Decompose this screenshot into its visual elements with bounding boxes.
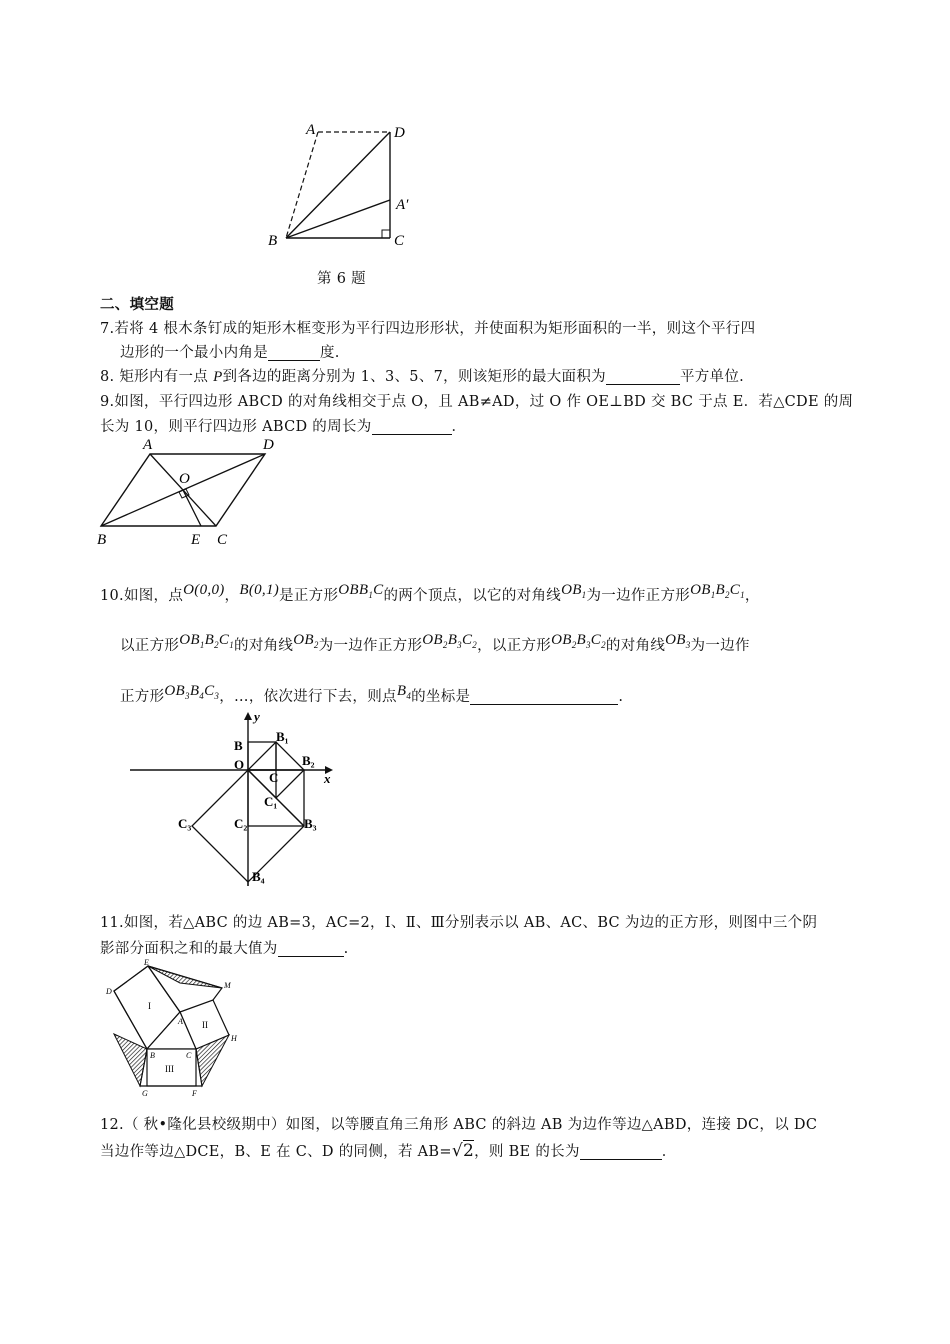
q12-sqrt-value: 2 xyxy=(462,1141,475,1161)
fig6-label-d: D xyxy=(394,125,405,141)
q12-line2-text: 当边作等边△DCE，B、E 在 C、D 的同侧，若 AB= xyxy=(100,1144,452,1160)
q10-text-12: 为一边作 xyxy=(690,638,750,654)
fig11-label-c: C xyxy=(186,1051,192,1060)
q11-line2 xyxy=(100,939,349,959)
q10-square-2 xyxy=(690,582,745,598)
q10-square-4-s2: 4 xyxy=(199,691,205,701)
q9-line2-text: 长为 10，则平行四边形 ABCD 的周长为 xyxy=(100,419,372,435)
q10-square-3-c: C xyxy=(461,632,473,648)
q10-diagonal-3-name: OB xyxy=(665,632,686,648)
q10-text-14: ，…，依次进行下去，则点 xyxy=(219,689,397,705)
q10-square-2-c: C xyxy=(729,582,741,598)
q10-text-5: 为一边作正方形 xyxy=(586,588,691,604)
q12-end: ． xyxy=(661,1144,677,1160)
q10-square-3-ref xyxy=(551,632,606,648)
q7-line1: 7.若将 4 根木条钉成的矩形木框变形为平行四边形形状，并使面积为矩形面积的一半，则这个平行四 xyxy=(100,321,756,337)
q10-square-2-s3: 1 xyxy=(740,590,745,600)
q8-answer-blank[interactable] xyxy=(606,368,680,385)
section-title: 二、填空题 xyxy=(100,297,174,313)
fig10-label-c3: C₃ xyxy=(178,816,192,831)
q10-text-6: ， xyxy=(744,588,760,604)
fig10-label-c2: C₂ xyxy=(234,816,248,831)
q7-line2-text: 边形的一个最小内角是 xyxy=(120,345,268,361)
q8-text-3: 平方单位. xyxy=(679,369,745,385)
fig6-label-a-prime: A′ xyxy=(396,197,409,213)
fig9-label-b: B xyxy=(97,532,107,548)
q10-diagonal-2-name: OB xyxy=(293,632,314,648)
q10-square-4-b: B xyxy=(189,683,200,699)
q10-text-3: 是正方形 xyxy=(279,588,339,604)
fig10-label-b4: B₄ xyxy=(252,869,265,884)
fig10-label-o: O xyxy=(234,757,245,772)
figure-10-squares xyxy=(130,708,350,888)
q10-square-4-c: C xyxy=(204,683,215,699)
q10-point-b4 xyxy=(397,683,411,699)
q10-square-2-s1: 1 xyxy=(710,590,716,600)
q10-text-9: 为一边作正方形 xyxy=(318,638,423,654)
q10-square-3-s1: 2 xyxy=(442,640,448,650)
fig11-label-b: B xyxy=(150,1051,155,1060)
q10-text-11: 的对角线 xyxy=(605,638,666,654)
fig6-label-b: B xyxy=(268,233,278,249)
q10-diagonal-1-sub: 1 xyxy=(581,590,587,600)
fig10-label-c1: C₁ xyxy=(264,794,278,809)
figure-11-squares xyxy=(100,958,250,1098)
q10-square-3-s2: 3 xyxy=(457,640,462,650)
fig10-label-b1: B₁ xyxy=(276,729,289,744)
q10-end: . xyxy=(618,689,624,705)
q10-diagonal-3 xyxy=(665,632,690,648)
q10-comma: ， xyxy=(224,588,240,604)
q10-line1 xyxy=(100,580,760,606)
q10-text-7: 以正方形 xyxy=(120,638,180,654)
q10-square-4-s1: 3 xyxy=(185,691,190,701)
q10-square-2-ref xyxy=(179,632,234,648)
q10-text-1: 10.如图，点 xyxy=(100,588,184,604)
q10-text-13: 正方形 xyxy=(120,689,165,705)
fig11-label-f: F xyxy=(192,1089,197,1098)
q10-square-3-ref-c: C xyxy=(590,632,602,648)
fig11-label-iii: III xyxy=(165,1064,174,1074)
q10-square-3-ref-s2: 3 xyxy=(585,640,591,650)
q10-square-2-ref-s2: 2 xyxy=(214,640,219,650)
fig6-caption: 第 6 题 xyxy=(317,271,366,287)
q10-line2 xyxy=(120,630,750,656)
q10-diagonal-2-sub: 2 xyxy=(313,640,319,650)
q7-answer-blank[interactable] xyxy=(268,344,320,361)
q10-square-4-s3: 3 xyxy=(214,691,220,701)
q10-square-4-a: OB xyxy=(164,683,186,699)
figure-6 xyxy=(260,118,420,253)
q10-square-2-ref-s3: 1 xyxy=(229,640,235,650)
fig9-label-a: A xyxy=(143,437,153,453)
q10-square-2-ref-s1: 1 xyxy=(199,640,205,650)
fig9-label-d: D xyxy=(263,437,274,453)
fig10-label-b3: B₃ xyxy=(304,816,317,831)
q8-line xyxy=(100,367,744,387)
q10-diagonal-3-sub: 3 xyxy=(685,640,691,650)
fig10-label-b: B xyxy=(234,738,243,753)
q10-line3 xyxy=(120,681,623,707)
q7-line2 xyxy=(120,343,340,363)
fig11-label-ii: II xyxy=(202,1020,208,1030)
q10-square-3-ref-b: B xyxy=(576,632,586,648)
q11-answer-blank[interactable] xyxy=(278,940,344,957)
q7-unit: 度. xyxy=(320,345,340,361)
q12-sqrt: √2 xyxy=(451,1141,475,1161)
q12-answer-blank[interactable] xyxy=(580,1143,662,1160)
fig6-label-a: A xyxy=(306,122,316,138)
q10-text-10: ，以正方形 xyxy=(477,638,552,654)
fig6-label-c: C xyxy=(394,233,405,249)
q10-square-1 xyxy=(338,582,383,598)
fig9-label-o: O xyxy=(179,471,190,487)
q12-line2 xyxy=(100,1141,677,1162)
q8-text-1: 8. 矩形内有一点 xyxy=(100,369,214,385)
q10-square-3-s3: 2 xyxy=(472,640,478,650)
q10-square-2-ref-c: C xyxy=(218,632,230,648)
q9-answer-blank[interactable] xyxy=(372,418,452,435)
q11-line1: 11.如图，若△ABC 的边 AB=3，AC=2，Ⅰ、Ⅱ、Ⅲ分别表示以 AB、AC、BC 为边的正方形，则图中三个阴 xyxy=(100,915,818,931)
q10-square-2-ref-b: B xyxy=(204,632,215,648)
fig9-label-c: C xyxy=(217,532,228,548)
fig11-label-g: G xyxy=(142,1089,148,1098)
q10-point-b4-name: B xyxy=(396,683,407,699)
q10-square-3-b: B xyxy=(447,632,458,648)
q10-text-15: 的坐标是 xyxy=(411,689,471,705)
q10-square-2-ref-a: OB xyxy=(179,632,200,648)
q10-square-1-sub: 1 xyxy=(368,590,374,600)
q10-diagonal-1-name: OB xyxy=(561,582,582,598)
q11-line2-text: 影部分面积之和的最大值为 xyxy=(100,941,278,957)
fig11-label-i: I xyxy=(148,1001,151,1011)
q10-square-3-a: OB xyxy=(422,632,443,648)
fig11-label-h: H xyxy=(231,1034,237,1043)
q10-diagonal-1 xyxy=(561,582,586,598)
q10-square-1-name: OBB xyxy=(338,582,369,598)
q12-line2-text-b: ，则 BE 的长为 xyxy=(474,1144,580,1160)
q10-square-2-a: OB xyxy=(690,582,711,598)
q10-answer-blank[interactable] xyxy=(470,688,618,705)
q10-square-1-end: C xyxy=(373,582,384,598)
q9-line2 xyxy=(100,417,466,437)
q11-end: . xyxy=(343,941,349,957)
q10-b-coord: B(0,1) xyxy=(239,582,280,598)
q8-point-p: P xyxy=(213,369,223,385)
q10-text-8: 的对角线 xyxy=(234,638,294,654)
fig11-label-e: E xyxy=(144,958,149,967)
q10-square-3 xyxy=(422,632,477,648)
q8-text-2: 到各边的距离分别为 1、3、5、7，则该矩形的最大面积为 xyxy=(222,369,606,385)
q10-diagonal-2 xyxy=(293,632,318,648)
q10-point-b4-sub: 4 xyxy=(406,691,412,701)
q9-line1: 9.如图，平行四边形 ABCD 的对角线相交于点 O，且 AB≠AD，过 O 作 OE⊥BD 交 BC 于点 E．若△CDE 的周 xyxy=(100,394,854,410)
fig11-label-a: A xyxy=(178,1017,183,1026)
figure-9-parallelogram xyxy=(95,438,285,548)
fig10-label-y: y xyxy=(254,709,260,724)
fig11-label-m: M xyxy=(224,981,231,990)
q10-square-2-b: B xyxy=(715,582,725,598)
q10-square-3-ref-a: OB xyxy=(551,632,572,648)
fig9-label-e: E xyxy=(191,532,201,548)
fig10-label-b2: B₂ xyxy=(302,753,315,768)
q10-text-4: 的两个顶点，以它的对角线 xyxy=(383,588,562,604)
fig11-label-d: D xyxy=(106,987,112,996)
fig10-label-c: C xyxy=(269,770,279,785)
q10-o-coord: O(0,0) xyxy=(183,582,225,598)
q10-square-4 xyxy=(164,683,219,699)
q10-square-3-ref-s3: 2 xyxy=(601,640,606,650)
q9-end: ． xyxy=(451,419,467,435)
q10-square-2-s2: 2 xyxy=(724,590,730,600)
fig10-label-x: x xyxy=(324,771,331,786)
q12-line1: 12.（ 秋•隆化县校级期中）如图，以等腰直角三角形 ABC 的斜边 AB 为边作等边△ABD，连接 DC，以 DC xyxy=(100,1117,818,1133)
q10-square-3-ref-s1: 2 xyxy=(571,640,577,650)
